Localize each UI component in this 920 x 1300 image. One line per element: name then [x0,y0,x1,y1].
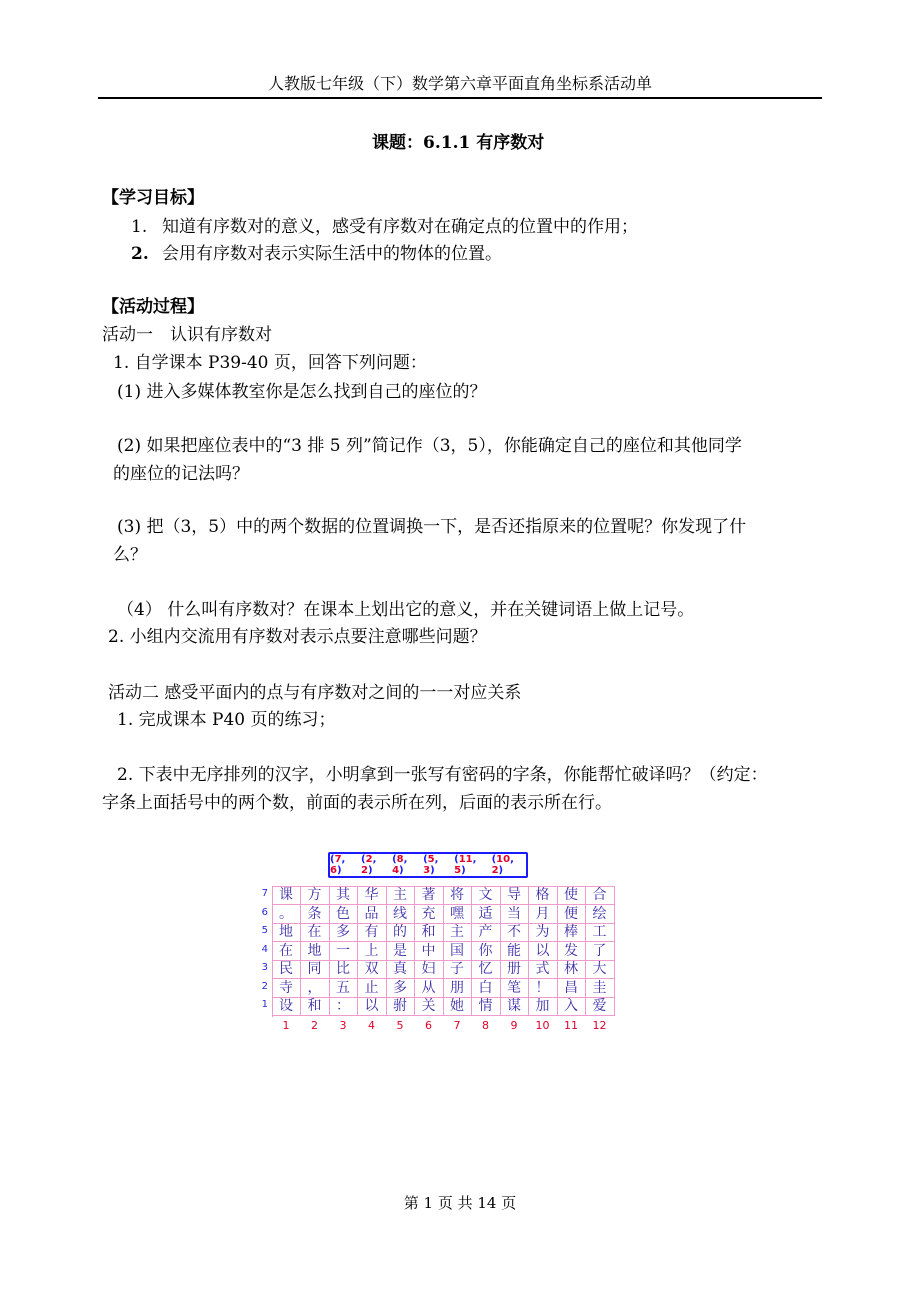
activity1-sub-question-1: (1) 进入多媒体教室你是怎么找到自己的座位的？ [117,382,487,402]
cipher-column: 7 [334,854,342,865]
grid-cell: 在 [272,942,301,961]
grid-cell: 上 [358,942,387,961]
cipher-pair: (2, 2) [361,854,377,876]
activity2-question-2: 2. 下表中无序排列的汉字，小明拿到一张写有密码的字条，你能帮忙破译吗？（约定： [117,765,768,785]
grid-cell: 爱 [586,997,615,1016]
grid-column-label: 1 [282,1018,290,1032]
grid-row-label: 6 [261,906,268,918]
cipher-note [328,852,528,878]
cipher-pair: (11, 5) [454,854,477,876]
grid-column-label: 7 [453,1018,461,1032]
cipher-column: 2 [365,854,373,865]
lesson-title: 课题：6.1.1 有序数对 [372,133,545,153]
grid-cell: ： [329,997,358,1016]
grid-cell: 绘 [586,905,615,924]
page-footer: 第 1 页 共 14 页 [403,1194,517,1212]
grid-cell: 充 [415,905,444,924]
grid-cell: 圭 [586,979,615,998]
grid-cell: 从 [415,979,444,998]
grid-cell: 嘿 [443,905,472,924]
grid-cell: 文 [472,886,501,905]
grid-cell: 产 [472,923,501,942]
grid-cell: 条 [301,905,330,924]
grid-row-label: 3 [261,962,268,973]
grid-cell: 你 [472,942,501,961]
grid-cell: 在 [301,923,330,942]
grid-cell: 朋 [443,979,472,998]
grid-cell: 棒 [557,923,586,942]
grid-cell: 多 [329,923,358,942]
grid-cell: 华 [358,886,387,905]
grid-cell: 课 [272,886,301,905]
grid-cell: 月 [529,905,558,924]
grid-cell: 设 [272,997,301,1016]
grid-cell: 子 [443,960,472,979]
activity2-question-2-cont: 字条上面括号中的两个数，前面的表示所在列，后面的表示所在行。 [102,793,612,813]
cipher-pair: (7, 6) [330,854,346,876]
grid-cell: 使 [557,886,586,905]
grid-cell: 国 [443,942,472,961]
cipher-column: 11 [458,854,473,865]
grid-cell: 中 [415,942,444,961]
grid-cell: 格 [529,886,558,905]
grid-cell: 合 [586,886,615,905]
grid-cell: 能 [500,942,529,961]
grid-cell: 有 [358,923,387,942]
grid-row-label: 5 [261,925,268,936]
grid-row-label: 4 [261,943,268,955]
grid-column-label: 6 [425,1018,432,1032]
grid-column-label: 2 [311,1018,318,1032]
cipher-pair: (8, 4) [392,854,408,876]
activity1-sub-question-4: （4） 什么叫有序数对？在课本上划出它的意义，并在关键词语上做上记号。 [117,600,695,620]
grid-column-label: 12 [592,1018,607,1032]
page-header: 人教版七年级（下）数学第六章平面直角坐标系活动单 [267,74,652,93]
grid-cell: 导 [500,886,529,905]
grid-cell: 以 [529,942,558,961]
grid-cell: 发 [557,942,586,961]
grid-cell: 昌 [557,979,586,998]
activity1-question-1: 1. 自学课本 P39-40 页，回答下列问题： [113,353,427,373]
grid-cell: 加 [529,997,558,1016]
cipher-row: 5 [454,865,462,876]
grid-cell: 多 [386,979,415,998]
grid-cell: 将 [443,886,472,905]
cipher-row: 2 [491,865,499,876]
grid-column-label: 10 [535,1018,550,1032]
grid-cell: 主 [443,923,472,942]
grid-cell: 笔 [500,979,529,998]
grid-cell: 谋 [500,997,529,1016]
grid-cell: 入 [557,997,586,1016]
process-heading: 【活动过程】 [102,297,204,317]
cipher-column: 8 [396,854,404,865]
grid-row-label: 1 [261,999,268,1010]
grid-cell: ， [301,979,330,998]
activity2-question-1: 1. 完成课本 P40 页的练习； [117,710,336,730]
grid-column-label: 4 [368,1018,375,1032]
grid-cell: 她 [443,997,472,1016]
grid-cell: 林 [557,960,586,979]
activity2-title: 活动二 感受平面内的点与有序数对之间的一一对应关系 [108,683,522,703]
grid-cell: 地 [301,942,330,961]
grid-cell: 以 [358,997,387,1016]
activity1-question-2: 2. 小组内交流用有序数对表示点要注意哪些问题？ [108,627,487,647]
grid-cell: 大 [586,960,615,979]
grid-cell: 妇 [415,960,444,979]
cipher-column: 10 [496,854,511,865]
grid-cell: 工 [586,923,615,942]
objectives-heading: 【学习目标】 [102,188,204,208]
grid-cell: 册 [500,960,529,979]
grid-cell: 的 [386,923,415,942]
grid-cell: 便 [557,905,586,924]
grid-column-label: 5 [396,1018,404,1032]
cipher-pair: (10, 2) [491,854,514,876]
grid-column-label: 3 [339,1018,347,1032]
grid-cell: 其 [329,886,358,905]
grid-cell: 白 [472,979,501,998]
grid-row-label: 2 [261,980,268,992]
grid-cell: 地 [272,923,301,942]
cipher-column: 5 [427,854,435,865]
cipher-row: 3 [423,865,431,876]
cipher-row: 4 [392,865,400,876]
grid-cell: 色 [329,905,358,924]
cipher-row: 6 [330,865,337,876]
grid-row-label: 7 [261,888,268,899]
grid-cell: 线 [386,905,415,924]
grid-cell: 情 [472,997,501,1016]
grid-cell: 为 [529,923,558,942]
grid-cell: 了 [586,942,615,961]
objective-number: 2. [131,244,149,264]
cipher-row: 2 [361,865,368,876]
grid-cell: 。 [272,905,301,924]
grid-cell: 当 [500,905,529,924]
activity1-sub-question-3-cont: 么？ [113,545,147,565]
grid-cell: 止 [358,979,387,998]
grid-cell: 和 [415,923,444,942]
grid-cell: 一 [329,942,358,961]
grid-cell: 关 [415,997,444,1016]
grid-cell: 主 [386,886,415,905]
activity1-sub-question-2: (2) 如果把座位表中的“3 排 5 列”简记作（3，5），你能确定自己的座位和其他同学 [117,436,742,456]
grid-cell: 是 [386,942,415,961]
grid-cell: 双 [358,960,387,979]
grid-column-label: 9 [510,1018,518,1032]
grid-cell: 式 [529,960,558,979]
grid-cell: 忆 [472,960,501,979]
objective-text: 知道有序数对的意义，感受有序数对在确定点的位置中的作用； [162,217,638,237]
activity1-sub-question-2-cont: 的座位的记法吗？ [113,464,249,484]
grid-cell: ！ [529,979,558,998]
grid-cell: 品 [358,905,387,924]
objective-number: 1. [131,217,148,237]
grid-cell: 真 [386,960,415,979]
grid-cell: 著 [415,886,444,905]
grid-cell: 方 [301,886,330,905]
grid-cell: 寺 [272,979,301,998]
grid-column-label: 8 [482,1018,489,1032]
cipher-pair: (5, 3) [423,854,439,876]
grid-column-label: 11 [564,1018,578,1032]
grid-cell: 驸 [386,997,415,1016]
grid-cell: 比 [329,960,358,979]
grid-cell: 不 [500,923,529,942]
grid-cell: 适 [472,905,501,924]
activity1-sub-question-3: (3) 把（3，5）中的两个数据的位置调换一下，是否还指原来的位置呢？你发现了什 [117,517,747,537]
grid-cell: 和 [301,997,330,1016]
grid-cell: 五 [329,979,358,998]
header-divider [98,97,822,99]
grid-cell: 民 [272,960,301,979]
objective-text: 会用有序数对表示实际生活中的物体的位置。 [162,244,502,264]
activity1-title: 活动一 认识有序数对 [102,325,272,345]
grid-cell: 同 [301,960,330,979]
